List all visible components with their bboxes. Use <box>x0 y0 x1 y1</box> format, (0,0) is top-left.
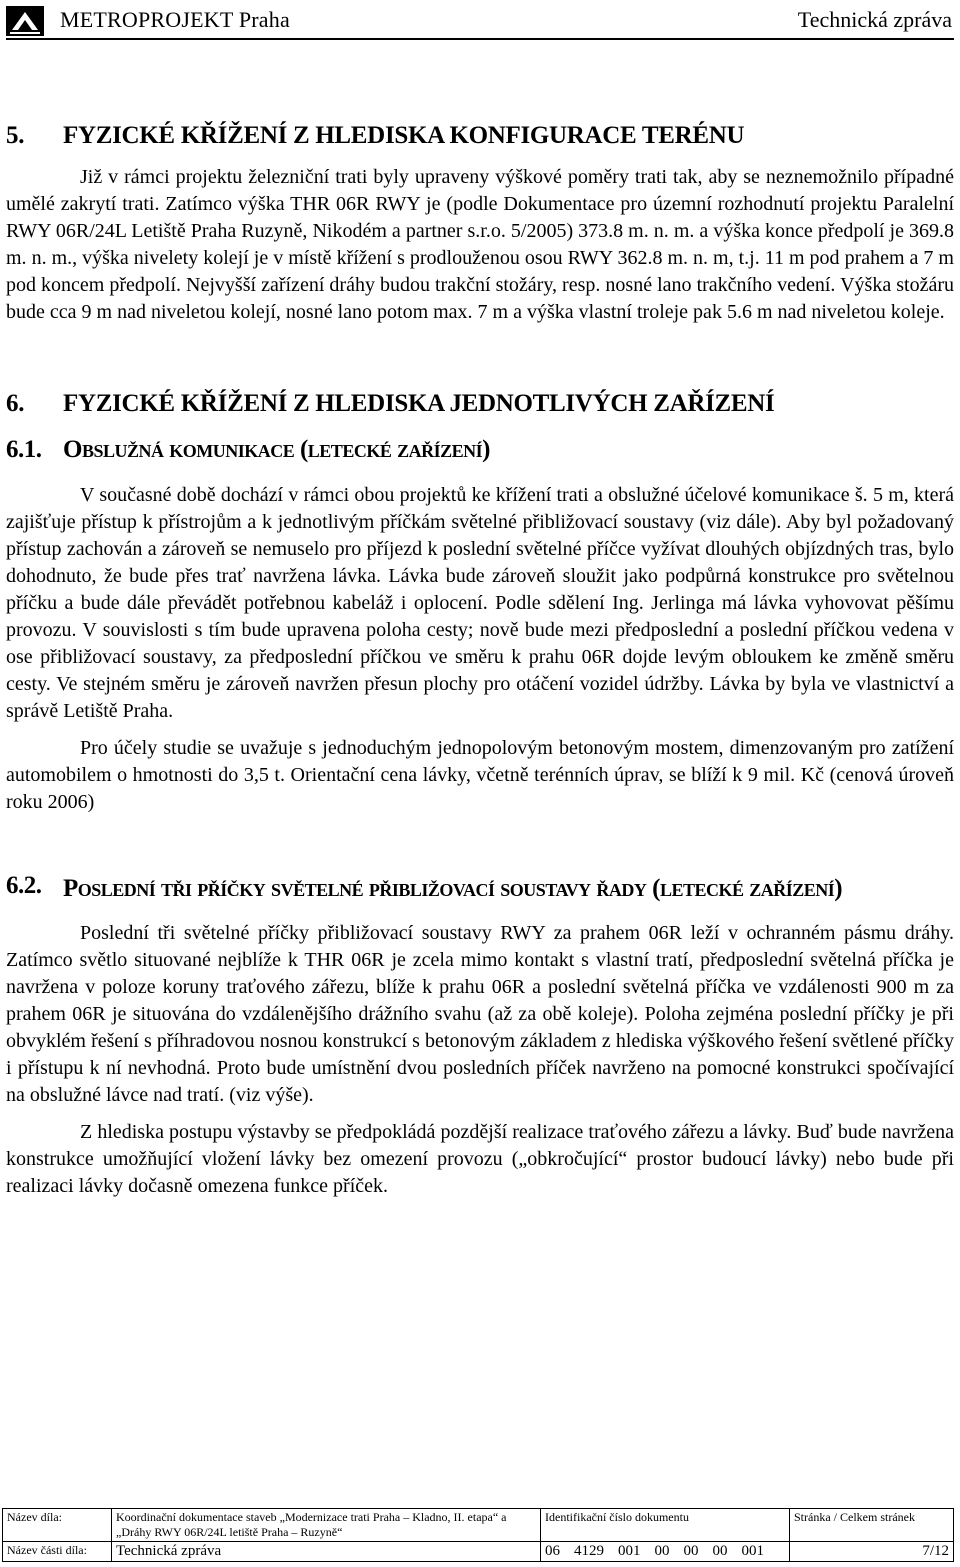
section-title: FYZICKÉ KŘÍŽENÍ Z HLEDISKA JEDNOTLIVÝCH ZAŘÍZENÍ <box>63 390 775 417</box>
metroprojekt-logo-icon <box>6 6 44 36</box>
section-5-paragraph: Již v rámci projektu železniční trati byly upraveny výškové poměry trati tak, aby se neznemožnilo případné umělé zakrytí trati. Zatímco výška THR 06R RWY je (podle Dokumentace pro územní rozhodnutí projektu Paralelní RWY 06R/24L Letiště Praha Ruzyně, Nikodém a partner s.r.o. 5/2005) 373.8 m. n. m. a výška konce předpolí je 369.8 m. n. m., výška nivelety kolejí je v místě křížení s prodlouženou osou RWY 362.8 m. n. m, t.j. 11 m pod prahem a 7 m pod koncem předpolí. Nejvyšší zařízení dráhy budou trakční stožáry, resp. nosné lano trakčního vedení. Výška stožáru bude cca 9 m nad niveletou kolejí, nosné lano potom max. 7 m a výška vlastní troleje pak 5.6 m nad niveletou koleje. <box>6 166 954 323</box>
document-footer <box>2 1508 954 1562</box>
section-title: Obslužná komunikace (letecké zařízení) <box>63 436 490 463</box>
id-part: 00 <box>654 1543 670 1559</box>
section-6-1-paragraph-1: V současné době dochází v rámci obou projektů ke křížení trati a obslužné účelové komunikace š. 5 m, která zajišťuje přístup k přístrojům a k jednotlivým příčkám světelné přibližovací soustavy (viz dále). Aby byl požadovaný přístup zachován a zároveň se nemuselo pro příjezd k poslední světelné příčce vyžívat dlouhých objízdných tras, bylo dohodnuto, že bude přes trať navržena lávka. Lávka bude zároveň sloužit jako podpůrná konstrukce pro světelnou příčku a bude dále převádět potřebnou kabeláž i oplocení. Podle sdělení Ing. Jerlinga má lávka vyhovovat pěšímu provozu. V souvislosti s tím bude upravena poloha cesty; nově bude mezi předposlední a poslední příčkou vedena v ose přibližovací soustavy, za předposlední příčkou ve směru k prahu 06R dojde levým obloukem ke změně směru cesty. Ve stejném směru je zároveň navržen přesun plochy pro otáčení vozidel údržby. Lávka by byla ve vlastnictví a správě Letiště Praha. <box>6 484 954 722</box>
id-part: 06 <box>545 1543 560 1559</box>
id-part: 4129 <box>574 1543 604 1559</box>
header-org-name: METROPROJEKT Praha <box>60 7 290 32</box>
section-6-1-paragraph-2: Pro účely studie se uvažuje s jednoduchým jednopolovým betonovým mostem, dimenzovaným pro zatížení automobilem o hmotnosti do 3,5 t. Orientační cena lávky, včetně terénních úprav, se blíží k 9 mil. Kč (cenová úroveň roku 2006) <box>6 737 954 813</box>
footer-name-value: Koordinační dokumentace staveb „Modernizace trati Praha – Kladno, II. etapa“ a „Dráhy RWY 06R/24L letiště Praha – Ruzyně“ <box>112 1509 541 1542</box>
footer-name-label: Název díla: <box>3 1509 112 1542</box>
footer-document-id <box>541 1542 790 1562</box>
id-part: 001 <box>618 1543 641 1559</box>
section-6-1-heading <box>6 436 954 464</box>
header-doc-type: Technická zpráva <box>797 7 952 32</box>
section-number: 5. <box>6 122 25 149</box>
document-body <box>6 122 954 1200</box>
section-number: 6. <box>6 390 25 417</box>
section-number: 6.2. <box>6 872 42 899</box>
page-header <box>6 4 954 40</box>
section-title: FYZICKÉ KŘÍŽENÍ Z HLEDISKA KONFIGURACE TERÉNU <box>63 122 745 149</box>
footer-part-label: Název části díla: <box>3 1542 112 1562</box>
section-title: Poslední tři příčky světelné přibližovací soustavy řady (letecké zařízení) <box>63 875 843 902</box>
section-6-2-heading <box>6 872 954 906</box>
id-part: 00 <box>712 1543 728 1559</box>
id-part: 001 <box>741 1543 764 1559</box>
footer-page-label: Stránka / Celkem stránek <box>790 1509 954 1542</box>
section-6-heading <box>6 390 954 418</box>
section-5-heading <box>6 122 954 150</box>
section-6-2-paragraph-2: Z hlediska postupu výstavby se předpokládá pozdější realizace traťového zářezu a lávky. Buď bude navržena konstrukce umožňující vložení lávky bez omezení provozu („obkročující“ prostor budoucí lávky) nebo bude při realizaci lávky dočasně omezena funkce příček. <box>6 1121 954 1197</box>
footer-page-value: 7/12 <box>790 1542 954 1562</box>
id-part: 00 <box>683 1543 699 1559</box>
footer-id-label: Identifikační číslo dokumentu <box>541 1509 790 1542</box>
section-number: 6.1. <box>6 436 42 463</box>
footer-part-value: Technická zpráva <box>112 1542 541 1562</box>
section-6-2-paragraph-1: Poslední tři světelné příčky přibližovací soustavy RWY za prahem 06R leží v ochranném pásmu dráhy. Zatímco světlo situované nejblíže k THR 06R je zcela mimo kontakt s vlastní tratí, předposlední světelná příčka je navržena v poloze koruny traťového zářezu, blíže k prahu 06R a poslední světelná příčka ve vzdálenosti 900 m za prahem 06R je situována do vzdálenějšího drážního svahu (až za obě koleje). Poloha zejména poslední příčky je při obvyklém řešení s příhradovou nosnou konstrukcí s betonovým základem z hlediska výškového řešení světlené příčky i přístupu k ní nevhodná. Proto bude umístnění dvou posledních příček navrženo na pomocné konstrukci spočívající na obslužné lávce nad tratí. (viz výše). <box>6 922 954 1106</box>
